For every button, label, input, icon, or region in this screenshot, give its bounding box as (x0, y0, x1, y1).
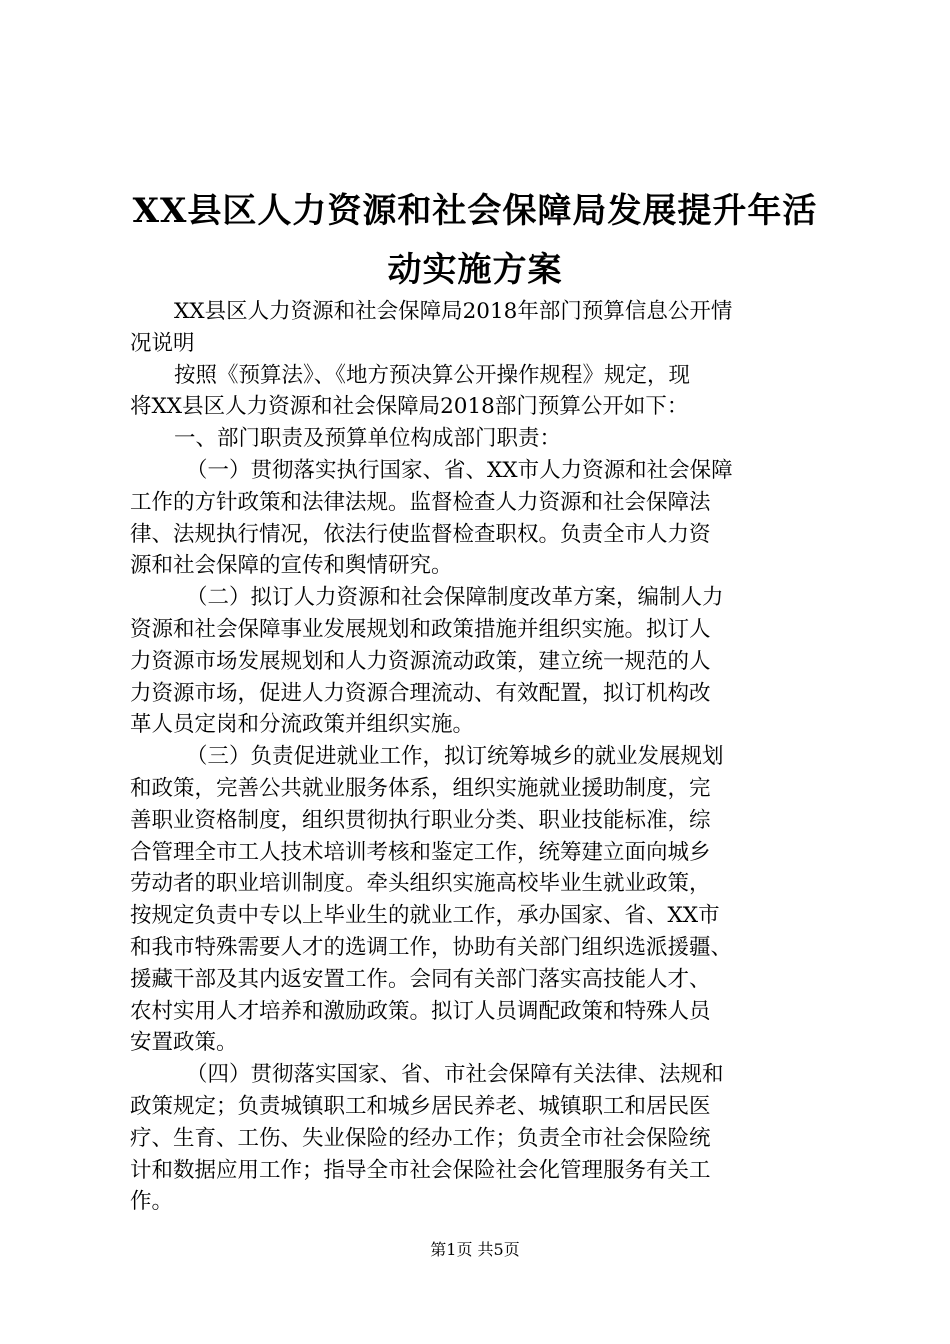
body-line: 源和社会保障的宣传和舆情研究。 (130, 553, 453, 579)
body-line: 和政策，完善公共就业服务体系，组织实施就业援助制度，完 (130, 775, 711, 801)
body-line: 作。 (130, 1189, 174, 1215)
body-line: 合管理全市工人技术培训考核和鉴定工作，统筹建立面向城乡 (130, 839, 711, 865)
body-line: 力资源市场，促进人力资源合理流动、有效配置，拟订机构改 (130, 680, 711, 706)
body-line: 资源和社会保障事业发展规划和政策措施并组织实施。拟订人 (130, 616, 711, 642)
body-line: XX县区人力资源和社会保障局2018年部门预算信息公开情 (174, 299, 733, 324)
body-line: 善职业资格制度，组织贯彻执行职业分类、职业技能标准，综 (130, 807, 711, 833)
section-heading: 一、部门职责及预算单位构成部门职责： (174, 426, 562, 452)
document-body (130, 296, 840, 1218)
body-line: 按规定负责中专以上毕业生的就业工作，承办国家、省、XX市 (130, 903, 720, 929)
body-line: （二）拟订人力资源和社会保障制度改革方案，编制人力 (186, 585, 724, 611)
body-line: 劳动者的职业培训制度。牵头组织实施高校毕业生就业政策， (130, 871, 711, 897)
body-line: 安置政策。 (130, 1030, 238, 1056)
body-line: 律、法规执行情况，依法行使监督检查职权。负责全市人力资 (130, 521, 711, 547)
body-line: 政策规定；负责城镇职工和城乡居民养老、城镇职工和居民医 (130, 1093, 711, 1119)
body-line: 工作的方针政策和法律法规。监督检查人力资源和社会保障法 (130, 489, 711, 515)
document-title-line-2: 动实施方案 (387, 250, 563, 290)
body-line: （四）贯彻落实国家、省、市社会保障有关法律、法规和 (186, 1062, 724, 1088)
body-line: 疗、生育、工伤、失业保险的经办工作；负责全市社会保险统 (130, 1125, 711, 1151)
body-line: 援藏干部及其内返安置工作。会同有关部门落实高技能人才、 (130, 966, 711, 992)
document-title-line-1: XX县区人力资源和社会保障局发展提升年活 (132, 191, 818, 231)
body-line: 革人员定岗和分流政策并组织实施。 (130, 712, 475, 738)
body-line: 将XX县区人力资源和社会保障局2018部门预算公开如下： (130, 394, 689, 420)
body-line: 农村实用人才培养和激励政策。拟订人员调配政策和特殊人员 (130, 998, 711, 1024)
body-line: 力资源市场发展规划和人力资源流动政策，建立统一规范的人 (130, 648, 711, 674)
body-line: 计和数据应用工作；指导全市社会保险社会化管理服务有关工 (130, 1157, 711, 1183)
page-footer: 第1页 共5页 (430, 1240, 520, 1259)
body-line: （三）负责促进就业工作，拟订统筹城乡的就业发展规划 (186, 744, 724, 770)
body-line: 和我市特殊需要人才的选调工作，协助有关部门组织选派援疆、 (130, 934, 733, 960)
body-line: 按照《预算法》、《地方预决算公开操作规程》规定，现 (174, 362, 691, 388)
body-line: 况说明 (130, 330, 195, 356)
body-line: （一）贯彻落实执行国家、省、XX市人力资源和社会保障 (186, 457, 733, 483)
